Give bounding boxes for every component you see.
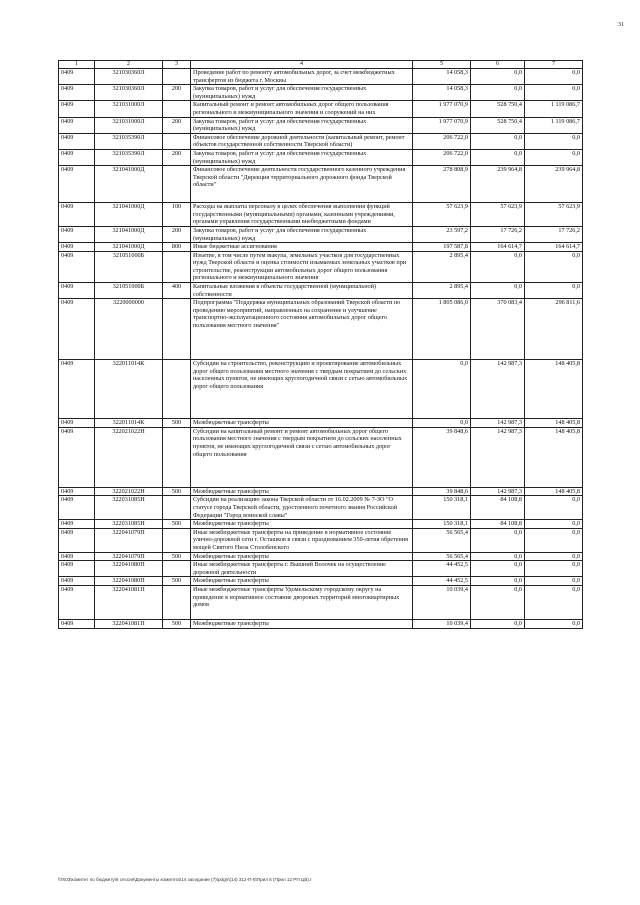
amount-year-3-cell: 0,0 xyxy=(525,283,583,299)
table-row xyxy=(59,117,583,133)
expense-type-code-cell: 500 xyxy=(163,487,191,496)
amount-year-3-cell: 0,0 xyxy=(525,149,583,165)
amount-year-2-cell: 0,0 xyxy=(471,561,525,577)
amount-year-2-cell: 164 614,7 xyxy=(471,243,525,252)
section-code-cell: 0409 xyxy=(59,299,95,360)
amount-year-3-cell: 0,0 xyxy=(525,561,583,577)
expense-type-code-cell xyxy=(163,427,191,487)
amount-year-2-cell: 84 108,8 xyxy=(471,520,525,529)
table-row xyxy=(59,251,583,282)
amount-year-3-cell: 0,0 xyxy=(525,133,583,149)
page-number: 31 xyxy=(618,22,624,28)
expense-type-code-cell xyxy=(163,360,191,419)
amount-year-1-cell: 197 587,8 xyxy=(413,243,471,252)
amount-year-3-cell: 0,0 xyxy=(525,552,583,561)
table-row xyxy=(59,133,583,149)
table-row xyxy=(59,577,583,586)
target-article-code-cell: 322011014К xyxy=(95,360,163,419)
amount-year-2-cell: 0,0 xyxy=(471,585,525,619)
amount-year-1-cell: 206 722,0 xyxy=(413,133,471,149)
amount-year-1-cell: 44 452,5 xyxy=(413,577,471,586)
expense-type-code-cell xyxy=(163,69,191,85)
target-article-code-cell: 322031085Н xyxy=(95,520,163,529)
amount-year-3-cell: 1 119 086,7 xyxy=(525,101,583,117)
amount-year-3-cell: 0,0 xyxy=(525,528,583,552)
amount-year-1-cell: 2 895,4 xyxy=(413,283,471,299)
description-cell: Субсидии на реализацию закона Тверской области от 16.02.2009 № 7-ЗО "О статусе города Тверской области, удостоенного почетного звания Российской Федерации "Город воинской славы" xyxy=(191,496,413,520)
target-article-code-cell: 321030360Л xyxy=(95,69,163,85)
expense-type-code-cell: 400 xyxy=(163,283,191,299)
description-cell: Расходы на выплаты персоналу в целях обеспечения выполнения функций государственными (муниципальными) органами, казенными учреждениями, органами управления государственными внебюджетными фондами xyxy=(191,203,413,227)
target-article-code-cell: 3220000000 xyxy=(95,299,163,360)
amount-year-3-cell: 148 405,8 xyxy=(525,419,583,428)
amount-year-2-cell: 142 987,3 xyxy=(471,427,525,487)
amount-year-3-cell: 1 119 086,7 xyxy=(525,117,583,133)
expense-type-code-cell xyxy=(163,101,191,117)
amount-year-2-cell: 142 987,3 xyxy=(471,419,525,428)
section-code-cell: 0409 xyxy=(59,528,95,552)
amount-year-1-cell: 39 848,6 xyxy=(413,427,471,487)
description-cell: Субсидии на капитальный ремонт и ремонт автомобильных дорог общего пользования местного значения с твердым покрытием до сельских населенных пунктов, не имеющих круглогодичной связи с сетью автомобильных дорог общего пользования xyxy=(191,427,413,487)
budget-table xyxy=(58,60,583,629)
section-code-cell: 0409 xyxy=(59,619,95,628)
footer-file-path: \\Ts03\комитет по бюджету\6 сессия\Документы комитета\14 заседание (7)\pdgn\(14) 312-П-6\Прил 6 (Прил 12 РП ЦВ).r xyxy=(58,877,312,882)
table-row xyxy=(59,585,583,619)
amount-year-1-cell: 10 039,4 xyxy=(413,619,471,628)
amount-year-1-cell: 206 722,0 xyxy=(413,149,471,165)
description-cell: Межбюджетные трансферты xyxy=(191,552,413,561)
amount-year-3-cell: 0,0 xyxy=(525,69,583,85)
amount-year-3-cell: 148 405,8 xyxy=(525,427,583,487)
description-cell: Закупка товаров, работ и услуг для обеспечения государственных (муниципальных) нужд xyxy=(191,85,413,101)
amount-year-1-cell: 23 597,2 xyxy=(413,226,471,242)
expense-type-code-cell xyxy=(163,496,191,520)
column-header: 7 xyxy=(525,61,583,69)
table-row xyxy=(59,552,583,561)
expense-type-code-cell: 200 xyxy=(163,226,191,242)
description-cell: Иные межбюджетные трансферты на приведение в нормативное состояние улично-дорожной сети г. Осташков в связи с празднованием 350-летия обретения мощей Святого Нила Столобенского xyxy=(191,528,413,552)
section-code-cell: 0409 xyxy=(59,149,95,165)
section-code-cell: 0409 xyxy=(59,552,95,561)
target-article-code-cell: 322031085Н xyxy=(95,496,163,520)
amount-year-2-cell: 0,0 xyxy=(471,577,525,586)
section-code-cell: 0409 xyxy=(59,251,95,282)
description-cell: Закупка товаров, работ и услуг для обеспечения государственных (муниципальных) нужд xyxy=(191,117,413,133)
description-cell: Изъятие, в том числе путем выкупа, земельных участков для государственных нужд Тверской области и оценка стоимости изымаемых земельных участков при строительстве, реконструкции автомобильных дорог общего пользования регионального и межмуниципального значения xyxy=(191,251,413,282)
section-code-cell: 0409 xyxy=(59,427,95,487)
table-row xyxy=(59,69,583,85)
amount-year-3-cell: 0,0 xyxy=(525,520,583,529)
table-row xyxy=(59,619,583,628)
column-header: 6 xyxy=(471,61,525,69)
expense-type-code-cell xyxy=(163,166,191,203)
amount-year-1-cell: 14 058,3 xyxy=(413,69,471,85)
amount-year-2-cell: 84 108,8 xyxy=(471,496,525,520)
target-article-code-cell: 322041079П xyxy=(95,552,163,561)
section-code-cell: 0409 xyxy=(59,117,95,133)
description-cell: Проведение работ по ремонту автомобильных дорог, за счет межбюджетных трансфертов из бюджета г. Москвы xyxy=(191,69,413,85)
table-row xyxy=(59,360,583,419)
table-row xyxy=(59,226,583,242)
target-article-code-cell: 321031000Л xyxy=(95,101,163,117)
section-code-cell: 0409 xyxy=(59,585,95,619)
expense-type-code-cell: 200 xyxy=(163,117,191,133)
amount-year-2-cell: 0,0 xyxy=(471,85,525,101)
amount-year-2-cell: 0,0 xyxy=(471,149,525,165)
amount-year-3-cell: 17 726,2 xyxy=(525,226,583,242)
amount-year-1-cell: 10 039,4 xyxy=(413,585,471,619)
expense-type-code-cell xyxy=(163,299,191,360)
table-row xyxy=(59,149,583,165)
expense-type-code-cell xyxy=(163,133,191,149)
description-cell: Закупка товаров, работ и услуг для обеспечения государственных (муниципальных) нужд xyxy=(191,226,413,242)
target-article-code-cell: 321035390Л xyxy=(95,149,163,165)
description-cell: Межбюджетные трансферты xyxy=(191,619,413,628)
description-cell: Иные бюджетные ассигнования xyxy=(191,243,413,252)
section-code-cell: 0409 xyxy=(59,203,95,227)
amount-year-3-cell: 148 405,8 xyxy=(525,487,583,496)
target-article-code-cell: 321051000Б xyxy=(95,251,163,282)
expense-type-code-cell: 500 xyxy=(163,520,191,529)
amount-year-1-cell: 150 318,1 xyxy=(413,520,471,529)
amount-year-3-cell: 0,0 xyxy=(525,496,583,520)
target-article-code-cell: 322021022Н xyxy=(95,427,163,487)
expense-type-code-cell xyxy=(163,585,191,619)
table-row xyxy=(59,243,583,252)
amount-year-1-cell: 0,0 xyxy=(413,419,471,428)
amount-year-2-cell: 142 987,3 xyxy=(471,360,525,419)
section-code-cell: 0409 xyxy=(59,85,95,101)
amount-year-3-cell: 0,0 xyxy=(525,251,583,282)
amount-year-2-cell: 57 623,9 xyxy=(471,203,525,227)
expense-type-code-cell: 500 xyxy=(163,619,191,628)
amount-year-3-cell: 0,0 xyxy=(525,577,583,586)
section-code-cell: 0409 xyxy=(59,243,95,252)
table-row xyxy=(59,203,583,227)
table-row xyxy=(59,520,583,529)
section-code-cell: 0409 xyxy=(59,166,95,203)
amount-year-1-cell: 57 623,9 xyxy=(413,203,471,227)
description-cell: Межбюджетные трансферты xyxy=(191,487,413,496)
amount-year-2-cell: 0,0 xyxy=(471,251,525,282)
section-code-cell: 0409 xyxy=(59,487,95,496)
expense-type-code-cell: 200 xyxy=(163,85,191,101)
target-article-code-cell: 322041080П xyxy=(95,561,163,577)
amount-year-1-cell: 44 452,5 xyxy=(413,561,471,577)
amount-year-3-cell: 0,0 xyxy=(525,619,583,628)
amount-year-3-cell: 0,0 xyxy=(525,85,583,101)
description-cell: Закупка товаров, работ и услуг для обеспечения государственных (муниципальных) нужд xyxy=(191,149,413,165)
section-code-cell: 0409 xyxy=(59,226,95,242)
section-code-cell: 0409 xyxy=(59,69,95,85)
section-code-cell: 0409 xyxy=(59,561,95,577)
section-code-cell: 0409 xyxy=(59,133,95,149)
amount-year-1-cell: 2 895,4 xyxy=(413,251,471,282)
table-row xyxy=(59,528,583,552)
column-header: 5 xyxy=(413,61,471,69)
table-row xyxy=(59,561,583,577)
column-header: 1 xyxy=(59,61,95,69)
description-cell: Капитальный ремонт и ремонт автомобильных дорог общего пользования регионального и межмуниципального значения и сооружений на них xyxy=(191,101,413,117)
description-cell: Финансовое обеспечение деятельности государственного казенного учреждения Тверской области "Дирекция территориального дорожного фонда Тверской области" xyxy=(191,166,413,203)
amount-year-2-cell: 370 083,4 xyxy=(471,299,525,360)
section-code-cell: 0409 xyxy=(59,419,95,428)
amount-year-3-cell: 57 623,9 xyxy=(525,203,583,227)
table-row xyxy=(59,419,583,428)
amount-year-2-cell: 17 726,2 xyxy=(471,226,525,242)
description-cell: Межбюджетные трансферты xyxy=(191,419,413,428)
amount-year-1-cell: 56 565,4 xyxy=(413,528,471,552)
amount-year-2-cell: 0,0 xyxy=(471,552,525,561)
column-header: 2 xyxy=(95,61,163,69)
amount-year-1-cell: 14 058,3 xyxy=(413,85,471,101)
target-article-code-cell: 322041081П xyxy=(95,585,163,619)
amount-year-2-cell: 0,0 xyxy=(471,619,525,628)
table-row xyxy=(59,166,583,203)
expense-type-code-cell xyxy=(163,251,191,282)
description-cell: Иные межбюджетные трансферты г. Вышний Волочек на осуществление дорожной деятельности xyxy=(191,561,413,577)
expense-type-code-cell: 200 xyxy=(163,149,191,165)
amount-year-2-cell: 239 964,8 xyxy=(471,166,525,203)
target-article-code-cell: 322021022Н xyxy=(95,487,163,496)
expense-type-code-cell: 500 xyxy=(163,552,191,561)
amount-year-1-cell: 39 848,6 xyxy=(413,487,471,496)
expense-type-code-cell: 800 xyxy=(163,243,191,252)
expense-type-code-cell: 500 xyxy=(163,419,191,428)
target-article-code-cell: 321051000Б xyxy=(95,283,163,299)
description-cell: Финансовое обеспечение дорожной деятельности (капитальный ремонт, ремонт объектов государственной собственности Тверской области) xyxy=(191,133,413,149)
description-cell: Межбюджетные трансферты xyxy=(191,577,413,586)
amount-year-1-cell: 278 808,9 xyxy=(413,166,471,203)
amount-year-1-cell: 1 977 070,9 xyxy=(413,101,471,117)
amount-year-1-cell: 1 805 086,0 xyxy=(413,299,471,360)
amount-year-3-cell: 239 964,8 xyxy=(525,166,583,203)
column-header: 3 xyxy=(163,61,191,69)
description-cell: Капитальные вложения в объекты государственной (муниципальной) собственности xyxy=(191,283,413,299)
section-code-cell: 0409 xyxy=(59,496,95,520)
section-code-cell: 0409 xyxy=(59,520,95,529)
table-row xyxy=(59,85,583,101)
target-article-code-cell: 322041080П xyxy=(95,577,163,586)
expense-type-code-cell: 100 xyxy=(163,203,191,227)
target-article-code-cell: 322011014К xyxy=(95,419,163,428)
table-row xyxy=(59,496,583,520)
section-code-cell: 0409 xyxy=(59,101,95,117)
amount-year-2-cell: 0,0 xyxy=(471,133,525,149)
description-cell: Субсидии на строительство, реконструкцию и проектирование автомобильных дорог общего пользования местного значения с твердым покрытием до сельских населенных пунктов, не имеющих круглогодичной связи с сетью автомобильных дорог общего пользования xyxy=(191,360,413,419)
target-article-code-cell: 321041000Д xyxy=(95,203,163,227)
table-row xyxy=(59,427,583,487)
target-article-code-cell: 321041000Д xyxy=(95,166,163,203)
amount-year-2-cell: 142 987,3 xyxy=(471,487,525,496)
target-article-code-cell: 322041079П xyxy=(95,528,163,552)
amount-year-2-cell: 528 750,4 xyxy=(471,117,525,133)
amount-year-3-cell: 0,0 xyxy=(525,585,583,619)
amount-year-3-cell: 148 405,8 xyxy=(525,360,583,419)
expense-type-code-cell: 500 xyxy=(163,577,191,586)
section-code-cell: 0409 xyxy=(59,360,95,419)
target-article-code-cell: 321030360Л xyxy=(95,85,163,101)
table-row xyxy=(59,299,583,360)
table-row xyxy=(59,487,583,496)
amount-year-2-cell: 0,0 xyxy=(471,69,525,85)
section-code-cell: 0409 xyxy=(59,283,95,299)
expense-type-code-cell xyxy=(163,561,191,577)
description-cell: Подпрограмма "Поддержка муниципальных образований Тверской области по проведению мероприятий, направленных на сохранение и улучшение транспортно-эксплуатационного состояния автомобильных дорог общего пользования местного значения" xyxy=(191,299,413,360)
target-article-code-cell: 321035390Л xyxy=(95,133,163,149)
amount-year-2-cell: 0,0 xyxy=(471,283,525,299)
amount-year-1-cell: 1 977 070,9 xyxy=(413,117,471,133)
column-number-row xyxy=(59,61,583,69)
description-cell: Межбюджетные трансферты xyxy=(191,520,413,529)
amount-year-3-cell: 296 811,6 xyxy=(525,299,583,360)
target-article-code-cell: 321041000Д xyxy=(95,226,163,242)
amount-year-1-cell: 0,0 xyxy=(413,360,471,419)
amount-year-1-cell: 56 565,4 xyxy=(413,552,471,561)
amount-year-2-cell: 528 750,4 xyxy=(471,101,525,117)
column-header: 4 xyxy=(191,61,413,69)
amount-year-1-cell: 150 318,1 xyxy=(413,496,471,520)
target-article-code-cell: 321041000Д xyxy=(95,243,163,252)
amount-year-3-cell: 164 614,7 xyxy=(525,243,583,252)
expense-type-code-cell xyxy=(163,528,191,552)
target-article-code-cell: 321031000Л xyxy=(95,117,163,133)
amount-year-2-cell: 0,0 xyxy=(471,528,525,552)
target-article-code-cell: 322041081П xyxy=(95,619,163,628)
table-row xyxy=(59,283,583,299)
section-code-cell: 0409 xyxy=(59,577,95,586)
description-cell: Иные межбюджетные трансферты Удомельскому городскому округу на приведение в нормативное состояние дворовых территорий многоквартирных домов xyxy=(191,585,413,619)
table-row xyxy=(59,101,583,117)
